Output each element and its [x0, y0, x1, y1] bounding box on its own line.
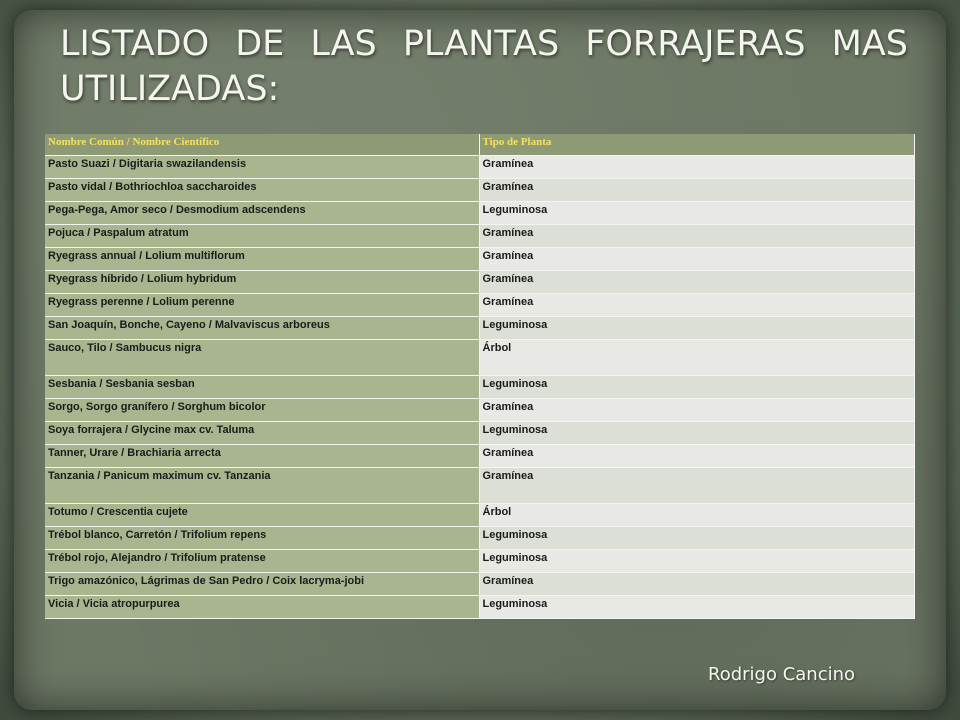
- table-row: [45, 399, 914, 422]
- table-row: [45, 340, 914, 376]
- plant-type-cell: Leguminosa: [479, 376, 914, 399]
- table-row: [45, 527, 914, 550]
- plant-type-cell: Gramínea: [479, 399, 914, 422]
- table-row: [45, 248, 914, 271]
- table-row: [45, 468, 914, 504]
- plant-type-cell: Gramínea: [479, 294, 914, 317]
- plant-type-cell: Leguminosa: [479, 596, 914, 619]
- author-name: Rodrigo Cancino: [708, 664, 856, 685]
- plant-type-cell: Gramínea: [479, 156, 914, 179]
- plant-name-cell: Trigo amazónico, Lágrimas de San Pedro / Coix lacryma-jobi: [45, 573, 479, 596]
- table-row: [45, 179, 914, 202]
- table-row: [45, 202, 914, 225]
- table-row: [45, 376, 914, 399]
- table-row: [45, 504, 914, 527]
- plant-name-cell: Sorgo, Sorgo granífero / Sorghum bicolor: [45, 399, 479, 422]
- plant-type-cell: Gramínea: [479, 179, 914, 202]
- plant-name-cell: Pasto Suazi / Digitaria swazilandensis: [45, 156, 479, 179]
- table-row: [45, 596, 914, 619]
- plant-type-cell: Gramínea: [479, 225, 914, 248]
- plant-name-cell: Pojuca / Paspalum atratum: [45, 225, 479, 248]
- plant-name-cell: Ryegrass perenne / Lolium perenne: [45, 294, 479, 317]
- header-plant-type: Tipo de Planta: [479, 134, 914, 156]
- plant-name-cell: Tanzania / Panicum maximum cv. Tanzania: [45, 468, 479, 504]
- table-row: [45, 225, 914, 248]
- plant-type-cell: Leguminosa: [479, 202, 914, 225]
- table-row: [45, 445, 914, 468]
- plant-name-cell: Sauco, Tilo / Sambucus nigra: [45, 340, 479, 376]
- plant-type-cell: Leguminosa: [479, 317, 914, 340]
- plant-name-cell: Totumo / Crescentia cujete: [45, 504, 479, 527]
- table-row: [45, 317, 914, 340]
- plant-type-cell: Leguminosa: [479, 550, 914, 573]
- table-header-row: [45, 134, 914, 156]
- table-row: [45, 550, 914, 573]
- plant-type-cell: Gramínea: [479, 573, 914, 596]
- plant-name-cell: Ryegrass híbrido / Lolium hybridum: [45, 271, 479, 294]
- table-row: [45, 422, 914, 445]
- slide-title: LISTADO DE LAS PLANTAS FORRAJERAS MAS UTILIZADAS:: [60, 24, 908, 109]
- plant-name-cell: Tanner, Urare / Brachiaria arrecta: [45, 445, 479, 468]
- plant-type-cell: Árbol: [479, 340, 914, 376]
- header-common-scientific-name: Nombre Común / Nombre Científico: [45, 134, 479, 156]
- plant-name-cell: Ryegrass annual / Lolium multiflorum: [45, 248, 479, 271]
- plant-type-cell: Gramínea: [479, 248, 914, 271]
- plant-type-cell: Leguminosa: [479, 527, 914, 550]
- plant-name-cell: Trébol blanco, Carretón / Trifolium repens: [45, 527, 479, 550]
- plant-type-cell: Leguminosa: [479, 422, 914, 445]
- plant-name-cell: Trébol rojo, Alejandro / Trifolium pratense: [45, 550, 479, 573]
- plant-name-cell: San Joaquín, Bonche, Cayeno / Malvaviscus arboreus: [45, 317, 479, 340]
- plant-type-cell: Árbol: [479, 504, 914, 527]
- table-row: [45, 271, 914, 294]
- plant-name-cell: Pasto vidal / Bothriochloa saccharoides: [45, 179, 479, 202]
- table-row: [45, 294, 914, 317]
- table-row: [45, 156, 914, 179]
- plant-name-cell: Vicia / Vicia atropurpurea: [45, 596, 479, 619]
- plant-type-cell: Gramínea: [479, 468, 914, 504]
- plant-name-cell: Pega-Pega, Amor seco / Desmodium adscendens: [45, 202, 479, 225]
- plant-type-cell: Gramínea: [479, 271, 914, 294]
- forage-plants-table: [45, 134, 915, 619]
- plant-name-cell: Sesbania / Sesbania sesban: [45, 376, 479, 399]
- plant-type-cell: Gramínea: [479, 445, 914, 468]
- plant-name-cell: Soya forrajera / Glycine max cv. Taluma: [45, 422, 479, 445]
- table-row: [45, 573, 914, 596]
